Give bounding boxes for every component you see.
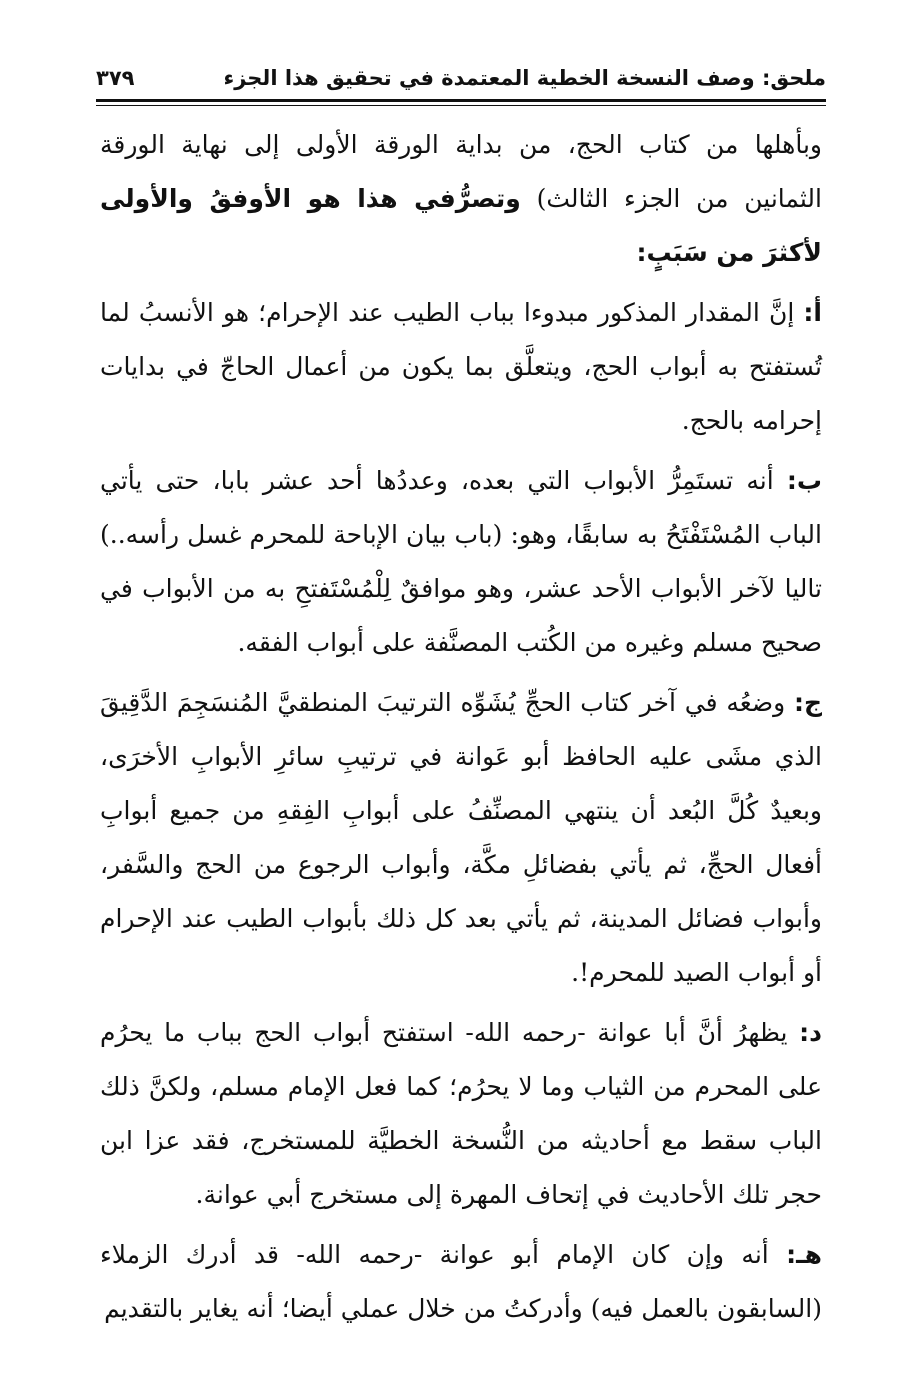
- page-number: ٣٧٩: [96, 66, 135, 90]
- point-text: أنه تستَمِرُّ الأبواب التي بعده، وعددُها أحد عشر بابا، حتى يأتي الباب المُسْتَفْتَحُ به سابقًا، وهو: (باب بيان الإباحة للمحرم غسل رأسه..) تاليا لآخر الأبواب الأحد عشر، وهو موافقٌ لِلْمُسْتَفتحِ به من الأبواب في صحيح مسلم وغيره من الكُتب المصنَّفة على أبواب الفقه.: [100, 466, 822, 657]
- point-letter: ب:: [786, 466, 822, 495]
- point-letter: أ:: [803, 298, 822, 327]
- point-paragraph-e: [100, 1228, 822, 1336]
- point-paragraph-c: [100, 676, 822, 1000]
- point-text: يظهرُ أنَّ أبا عوانة -رحمه الله- استفتح أبواب الحج بباب ما يحرُم على المحرم من الثياب وما لا يحرُم؛ كما فعل الإمام مسلم، ولكنَّ ذلك الباب سقط مع أحاديثه من النُّسخة الخطيَّة للمستخرج، فقد عزا ابن حجر تلك الأحاديث في إتحاف المهرة إلى مستخرج أبي عوانة.: [100, 1018, 822, 1209]
- point-paragraph-d: [100, 1006, 822, 1222]
- header-rule-thick: [96, 99, 826, 102]
- intro-text: وبأهلها من كتاب الحج، من بداية الورقة الأولى إلى نهاية الورقة الثمانين من الجزء الثالث): [100, 130, 822, 213]
- point-paragraph-a: [100, 286, 822, 448]
- running-header: [96, 58, 826, 98]
- point-text: إنَّ المقدار المذكور مبدوءا بباب الطيب عند الإحرام؛ هو الأنسبُ لما تُستفتح به أبواب الحج، ويتعلَّق بما يكون من أعمال الحاجّ في بدايات إحرامه بالحج.: [100, 298, 822, 435]
- point-letter: ج:: [793, 688, 822, 717]
- point-text: أنه وإن كان الإمام أبو عوانة -رحمه الله- قد أدرك الزملاء (السابقون بالعمل فيه) وأدركتُ من خلال عملي أيضا؛ أنه يغاير بالتقديم: [100, 1240, 822, 1323]
- point-letter: هـ:: [786, 1240, 822, 1269]
- point-paragraph-b: [100, 454, 822, 670]
- header-rule-thin: [96, 105, 826, 106]
- body-text: [100, 118, 822, 1342]
- intro-paragraph: [100, 118, 822, 280]
- point-letter: د:: [799, 1018, 822, 1047]
- point-text: وضعُه في آخر كتاب الحجِّ يُشَوِّه الترتيبَ المنطقيَّ المُنسَجِمَ الدَّقِيقَ الذي مشَى عليه الحافظ أبو عَوانة في ترتيبِ سائرِ الأبوابِ الأخرَى، وبعيدٌ كُلَّ البُعد أن ينتهي المصنِّفُ على أبوابِ الفِقهِ من جميع أبوابِ أفعال الحجِّ، ثم يأتي بفضائلِ مكَّة، وأبواب الرجوع من الحج والسَّفر، وأبواب فضائل المدينة، ثم يأتي بعد كل ذلك بأبواب الطيب عند الإحرام أو أبواب الصيد للمحرم!.: [100, 688, 822, 987]
- intro-emphasis: وتصرُّفي هذا هو الأوفقُ والأولى لأكثرَ من سَبَبٍ:: [100, 184, 822, 267]
- header-title: ملحق: وصف النسخة الخطية المعتمدة في تحقيق هذا الجزء: [223, 66, 826, 90]
